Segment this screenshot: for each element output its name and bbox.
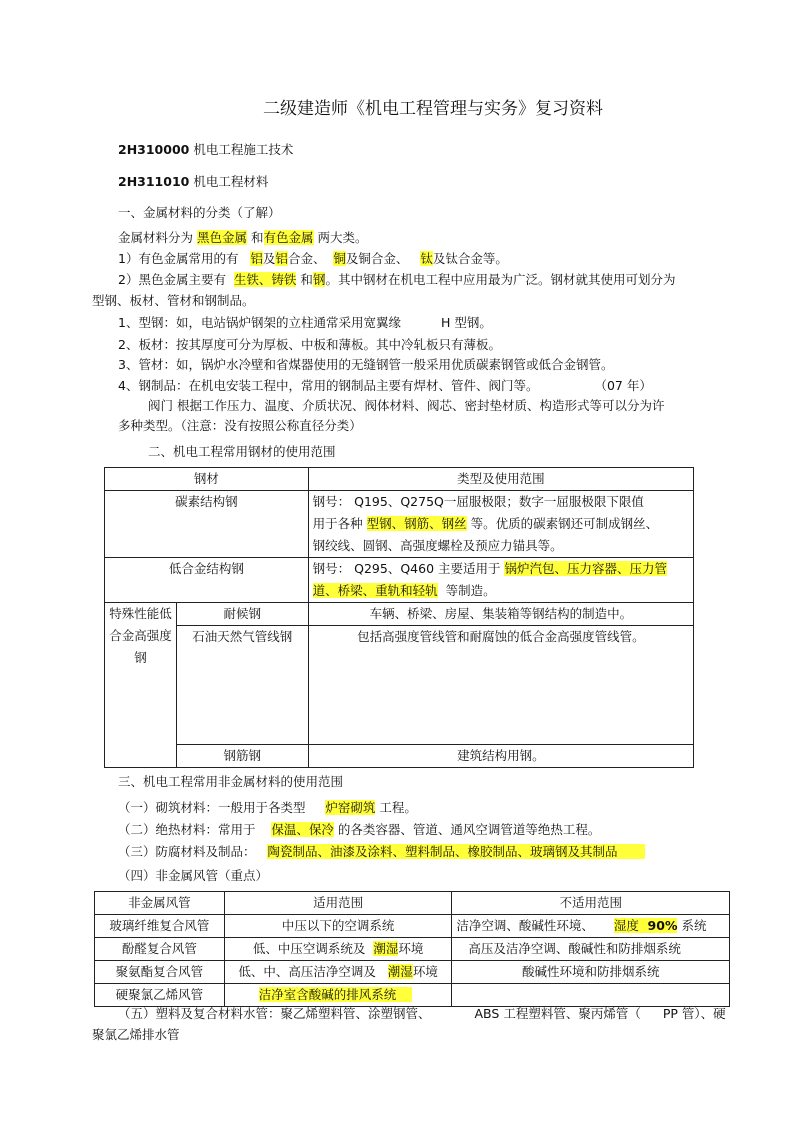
text: 等制造。 <box>445 583 496 598</box>
steel-name: 耐候钢 <box>176 603 308 626</box>
steel-usage: 建筑结构用钢。 <box>308 745 693 768</box>
text: 系统 <box>681 918 707 933</box>
item-insulation <box>118 821 600 838</box>
table-row <box>95 938 730 961</box>
text: 用于各种 <box>312 516 363 531</box>
text: 钢号： Q295、Q460 主要适用于 <box>312 561 501 576</box>
highlight: 洁净室含酸碱的排风系统 <box>259 987 413 1002</box>
text: PP 管）、硬 <box>662 1006 726 1021</box>
text: ABS 工程塑料管、聚丙烯管（ <box>474 1006 641 1021</box>
heading-nonmetal: 三、机电工程常用非金属材料的使用范围 <box>118 774 344 789</box>
text: 工程。 <box>379 800 417 815</box>
steel-name: 石油天然气管线钢 <box>176 626 308 745</box>
text: 及 <box>262 251 276 266</box>
text: 低、中、高压洁净空调及 <box>238 964 376 979</box>
text: 2）黑色金属主要有 <box>118 272 226 287</box>
table-row <box>95 984 730 1007</box>
para-nonferrous <box>118 250 508 267</box>
highlight: 道、桥梁、重轨和轻轨 <box>312 583 438 598</box>
duct-name: 聚氨酯复合风管 <box>95 961 225 984</box>
table-row <box>105 626 694 745</box>
highlight: 生铁、铸铁 <box>233 272 297 287</box>
item-masonry <box>118 799 417 816</box>
highlight: 有色金属 <box>263 230 314 245</box>
duct-not-applicable <box>452 915 730 938</box>
text: 1）有色金属常用的有 <box>118 251 239 266</box>
item-plastic-pipe-cont: 聚氯乙烯排水管 <box>92 1027 180 1042</box>
code-text: 机电工程材料 <box>193 174 269 189</box>
text: 1、型钢：如，电站锅炉钢架的立柱通常采用宽翼缘 <box>118 315 401 330</box>
text: 低、中压空调系统及 <box>252 941 366 956</box>
text: 合金、 <box>287 251 326 266</box>
highlight: 潮湿 <box>373 941 399 956</box>
code-text: 机电工程施工技术 <box>193 142 294 157</box>
header-applicable: 适用范围 <box>224 892 452 915</box>
text: 。其中钢材在机电工程中应用最为广泛。钢材就其使用可划分为 <box>325 272 676 287</box>
header-steel: 钢材 <box>105 468 309 491</box>
text: （二）绝热材料：常用于 <box>118 822 256 837</box>
para-pipe: 3、管材：如，锅炉水冷壁和省煤器使用的无缝钢管一般采用优质碳素钢管或低合金钢管。 <box>118 357 614 372</box>
highlight: 铝 <box>275 251 288 266</box>
duct-name: 硬聚氯乙烯风管 <box>95 984 225 1007</box>
duct-not-applicable: 酸碱性环境和防排烟系统 <box>452 961 730 984</box>
para-ferrous-cont: 型钢、板材、管材和钢制品。 <box>92 293 255 308</box>
header-usage: 类型及使用范围 <box>308 468 693 491</box>
item-plastic-pipe <box>118 1005 726 1022</box>
steel-usage: 包括高强度管线管和耐腐蚀的低合金高强度管线管。 <box>308 626 693 745</box>
code: 2H310000 <box>118 142 190 157</box>
highlight: 潮湿 <box>387 964 413 979</box>
highlight: 炉窑砌筑 <box>325 800 376 815</box>
table-header-row <box>95 892 730 915</box>
text: 等。优质的碳素钢还可制成钢丝、 <box>470 516 659 531</box>
table-row <box>105 603 694 626</box>
highlight: 陶瓷制品、油漆及涂料、塑料制品、橡胶制品、玻璃钢及其制品 <box>267 844 645 859</box>
text: 90% <box>647 918 678 933</box>
section-code-2h310000 <box>118 141 293 158</box>
text: 和 <box>300 272 313 287</box>
text: （三）防腐材料及制品： <box>118 844 256 859</box>
highlight <box>639 918 678 933</box>
para-plate: 2、板材：按其厚度可分为厚板、中板和薄板。其中冷轧板只有薄板。 <box>118 337 501 352</box>
highlight: 铝 <box>250 251 263 266</box>
text-line <box>313 513 689 535</box>
para-valve: 阀门 根据工作压力、温度、介质状况、阀体材料、阀芯、密封垫材质、构造形式等可以分为许 <box>148 398 665 413</box>
text: 钢绞线、圆钢、高强度螺栓及预应力锚具等。 <box>312 538 563 553</box>
text: 洁净空调、酸碱性环境、 <box>456 918 594 933</box>
table-row <box>105 491 694 558</box>
text: 两大类。 <box>317 230 368 245</box>
duct-table <box>94 891 730 1007</box>
steel-usage <box>308 558 693 603</box>
para-ferrous <box>118 271 675 288</box>
highlight: 保温、保冷 <box>271 822 334 837</box>
text: 及钛合金等。 <box>432 251 508 266</box>
text: 的各类容器、管道、通风空调管道等绝热工程。 <box>337 822 601 837</box>
table-row <box>105 558 694 603</box>
header-duct: 非金属风管 <box>95 892 225 915</box>
duct-name: 玻璃纤维复合风管 <box>95 915 225 938</box>
text: 及铜合金、 <box>345 251 409 266</box>
steel-usage-table <box>104 467 694 768</box>
text-line <box>313 558 689 580</box>
highlight: 型钢、钢筋、钢丝 <box>366 516 467 531</box>
para-metal-types <box>118 229 368 246</box>
highlight: 钢 <box>312 272 326 287</box>
item-nonmetal-duct: （四）非金属风管（重点） <box>118 868 269 883</box>
text: 环境 <box>398 941 424 956</box>
table-row <box>95 915 730 938</box>
para-section-steel <box>118 314 492 331</box>
steel-name: 低合金结构钢 <box>105 558 309 603</box>
text: （07 年） <box>594 378 652 393</box>
text: 环境 <box>412 964 438 979</box>
duct-not-applicable: 高压及洁净空调、酸碱性和防排烟系统 <box>452 938 730 961</box>
steel-name: 钢筋钢 <box>176 745 308 768</box>
text: 金属材料分为 <box>118 230 194 245</box>
text-line <box>313 580 689 602</box>
duct-applicable: 中压以下的空调系统 <box>224 915 452 938</box>
highlight: 铜 <box>333 251 346 266</box>
text: （一）砌筑材料：一般用于各类型 <box>118 800 306 815</box>
table-row <box>95 961 730 984</box>
text: H 型钢。 <box>440 315 492 330</box>
header-not-applicable: 不适用范围 <box>452 892 730 915</box>
heading-steel-usage: 二、机电工程常用钢材的使用范围 <box>148 444 336 459</box>
steel-name: 碳素结构钢 <box>105 491 309 558</box>
highlight: 湿度 <box>613 918 639 933</box>
duct-name: 酚醛复合风管 <box>95 938 225 961</box>
text: 4、钢制品：在机电安装工程中，常用的钢制品主要有焊材、管件、阀门等。 <box>118 378 539 393</box>
text: 钢号： Q195、Q275Q一屈服极限；数字一屈服极限下限值 <box>312 494 644 509</box>
steel-usage <box>308 491 693 558</box>
duct-applicable <box>224 984 452 1007</box>
highlight: 钛 <box>420 251 433 266</box>
section-code-2h311010 <box>118 173 268 190</box>
heading-metal-classification: 一、金属材料的分类（了解） <box>118 205 281 220</box>
highlight: 锅炉汽包、压力容器、压力管 <box>504 561 667 576</box>
duct-not-applicable <box>452 984 730 1007</box>
table-header-row <box>105 468 694 491</box>
steel-usage: 车辆、桥梁、房屋、集装箱等钢结构的制造中。 <box>308 603 693 626</box>
duct-applicable <box>224 938 452 961</box>
table-row <box>105 745 694 768</box>
para-valve-cont: 多种类型。（注意：没有按照公称直径分类） <box>118 418 362 433</box>
text: 和 <box>251 230 264 245</box>
duct-applicable <box>224 961 452 984</box>
page-title: 二级建造师《机电工程管理与实务》复习资料 <box>263 99 603 119</box>
code: 2H311010 <box>118 174 190 189</box>
group-name: 特殊性能低合金高强度钢 <box>105 603 177 768</box>
highlight: 黑色金属 <box>197 230 248 245</box>
item-anticorrosion <box>118 843 645 860</box>
para-steel-products <box>118 377 652 394</box>
text: （五）塑料及复合材料水管：聚乙烯塑料管、涂塑钢管、 <box>118 1006 431 1021</box>
